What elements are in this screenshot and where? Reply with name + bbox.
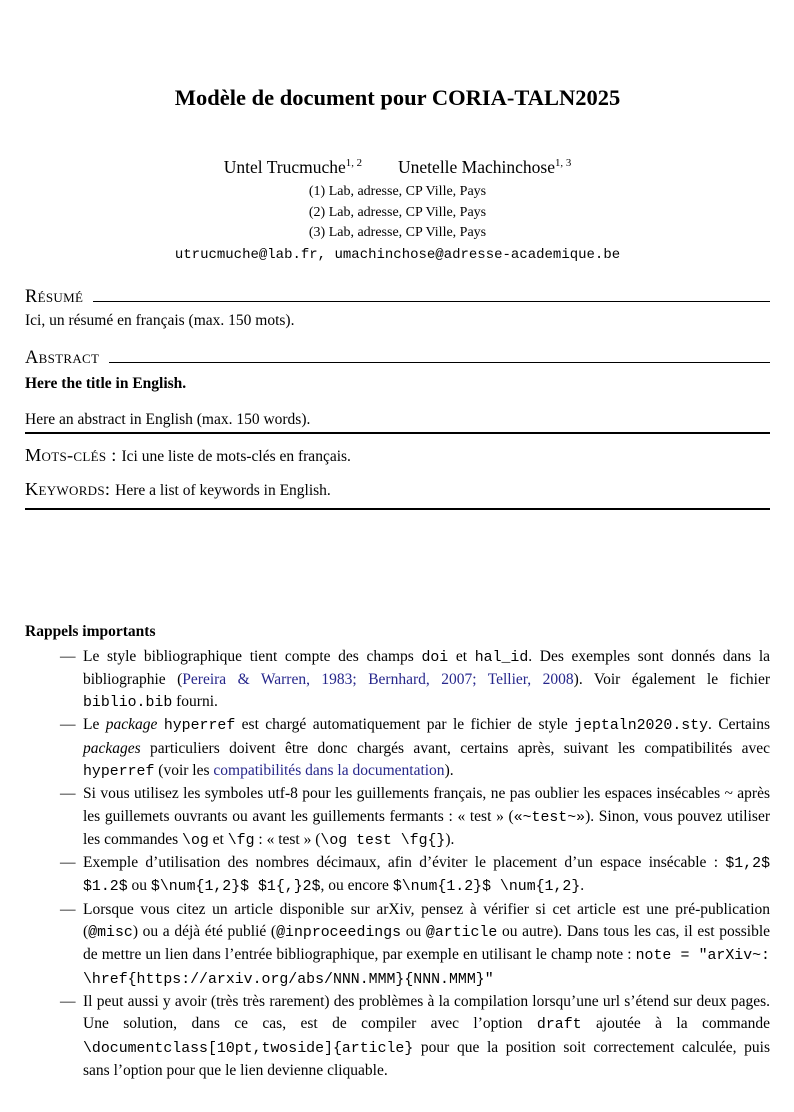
text-plain: Le xyxy=(83,716,106,734)
author-2 xyxy=(398,156,571,178)
item-dash: — xyxy=(60,785,76,803)
item-dash: — xyxy=(60,647,76,665)
item-text xyxy=(83,714,770,783)
text-plain: Ici une liste de mots-clés en français. xyxy=(121,447,351,465)
text-m: @article xyxy=(425,925,498,942)
text-i: packages xyxy=(83,739,141,757)
text-m: hyperref xyxy=(163,718,236,735)
list-item xyxy=(60,991,770,1082)
text-plain: ). Voir également le fichier xyxy=(573,670,770,688)
citations-link[interactable]: Pereira & Warren, 1983; Bernhard, 2007; Tellier, 2008 xyxy=(182,670,574,688)
text-m: note = "arXiv~: \href{https://arxiv.org/abs/NNN.MMM}{NNN.MMM}" xyxy=(83,948,770,988)
english-title: Here the title in English. xyxy=(25,374,187,392)
author-1-affiliation-sup: 1, 2 xyxy=(345,157,363,170)
affiliation-line-1: (1) Lab, adresse, CP Ville, Pays xyxy=(308,184,487,199)
text-m: $\num{1,2}$ $1{,}2$ xyxy=(150,879,321,896)
text-plain: particuliers doivent être donc chargés avant, certains après, suivant les compatibilités avec xyxy=(140,739,770,757)
documentation-link[interactable]: compatibilités dans la documentation xyxy=(213,761,445,779)
rappels-list xyxy=(60,646,770,1083)
text-plain: ou xyxy=(127,877,151,895)
item-text xyxy=(83,991,770,1082)
text-m: draft xyxy=(536,1017,582,1034)
text-sc: Keywords: xyxy=(25,478,116,499)
authors-row xyxy=(25,156,770,178)
text-m: doi xyxy=(421,649,449,666)
rappels-heading: Rappels importants xyxy=(25,622,156,640)
text-m: jeptaln2020.sty xyxy=(574,718,709,735)
keywords-bottom-rule xyxy=(25,508,770,510)
item-dash: — xyxy=(60,854,76,872)
resume-label: Résumé xyxy=(25,286,84,307)
text-plain: ou autre). Dans tous les cas, il est possible de mettre un lien dans l’entrée bibliographique, par exemple en utilisant le champ note : xyxy=(83,923,771,964)
text-plain: ). xyxy=(444,761,454,779)
text-plain: ou xyxy=(401,923,426,941)
text-i: package xyxy=(105,716,158,734)
item-text xyxy=(83,899,770,991)
author-1-name: Untel Trucmuche xyxy=(223,157,346,177)
list-item xyxy=(60,714,770,783)
text-m: \og xyxy=(182,832,209,849)
text-plain: et xyxy=(208,830,228,848)
affiliation-line-2: (2) Lab, adresse, CP Ville, Pays xyxy=(308,204,487,220)
list-item xyxy=(60,899,770,991)
text-m: \fg xyxy=(227,832,255,849)
text-m: $\num{1.2}$ \num{1,2} xyxy=(392,879,581,896)
text-plain: . xyxy=(580,877,585,895)
item-dash: — xyxy=(60,900,76,918)
author-2-affiliation-sup: 1, 3 xyxy=(554,157,572,170)
abstract-rule xyxy=(109,362,770,363)
text-plain: ajoutée à la commande xyxy=(581,1015,770,1033)
resume-rule xyxy=(93,301,770,302)
text-plain: ). xyxy=(445,830,455,848)
text-plain: . Certains xyxy=(708,716,770,734)
text-m: \documentclass[10pt,twoside]{article} xyxy=(83,1040,414,1057)
resume-section-head xyxy=(25,287,770,308)
text-plain: (voir les xyxy=(154,761,214,779)
text-m: hyperref xyxy=(83,763,155,780)
list-item xyxy=(60,646,770,715)
text-plain: Lorsque vous citez un article disponible sur arXiv, pensez à vérifier si cet article est une pré-publication ( xyxy=(83,900,770,941)
text-sc: Mots-clés : xyxy=(25,444,122,465)
resume-text: Ici, un résumé en français (max. 150 mots). xyxy=(25,311,295,329)
text-plain: Here a list of keywords in English. xyxy=(115,481,331,499)
abstract-text: Here an abstract in English (max. 150 words). xyxy=(25,409,770,434)
text-plain: ) ou a déjà été publié ( xyxy=(132,923,277,941)
text-plain: pour que la position soit correctement calculée, puis sans l’option pour que le lien devienne cliquable. xyxy=(83,1038,770,1079)
text-plain: ). Sinon, vous pouvez utiliser les commandes xyxy=(83,807,770,848)
text-plain: , ou encore xyxy=(320,877,393,895)
list-item xyxy=(60,783,770,852)
abstract-label: Abstract xyxy=(25,347,100,368)
text-plain: fourni. xyxy=(172,693,218,711)
text-m: $1,2$ $1.2$ xyxy=(83,856,770,896)
text-m: @misc xyxy=(88,925,133,942)
text-plain: et xyxy=(448,647,475,665)
paper-title: Modèle de document pour CORIA-TALN2025 xyxy=(174,85,621,110)
text-plain: Si vous utilisez les symboles utf-8 pour les guillements français, ne pas oublier les espaces insécables ~ après les guillemets ouvrants ou avant les guillements fermants : « test » ( xyxy=(83,785,770,825)
text-plain: Le style bibliographique tient compte des champs xyxy=(83,647,422,665)
text-m: «~test~» xyxy=(513,809,586,826)
item-text xyxy=(83,783,770,852)
keywords-line xyxy=(25,478,770,502)
item-text xyxy=(83,646,770,715)
text-m: hal_id xyxy=(474,649,529,666)
item-dash: — xyxy=(60,716,76,734)
motscles-line xyxy=(25,444,770,468)
text-plain: Il peut aussi y avoir (très très rarement) des problèmes à la compilation lorsqu’une url s’étend sur deux pages. Une solution, dans ce cas, est de compiler avec l’option xyxy=(83,992,770,1033)
author-emails: utrucmuche@lab.fr, umachinchose@adresse-academique.be xyxy=(174,246,621,263)
abstract-section-head xyxy=(25,348,770,369)
list-item xyxy=(60,852,770,899)
text-plain: . Des exemples sont donnés dans la bibliographie ( xyxy=(83,647,770,688)
text-m: @inproceedings xyxy=(276,925,402,942)
text-plain: : « test » ( xyxy=(254,830,321,848)
text-m: biblio.bib xyxy=(83,695,173,712)
text-plain: Exemple d’utilisation des nombres décimaux, afin d’éviter le placement d’un espace insécable : xyxy=(83,854,726,872)
item-text xyxy=(83,852,770,899)
text-m: \og test \fg{} xyxy=(320,832,446,849)
item-dash: — xyxy=(60,992,76,1010)
text-plain: est chargé automatiquement par le fichier de style xyxy=(235,716,575,734)
affiliation-line-3: (3) Lab, adresse, CP Ville, Pays xyxy=(308,225,487,240)
author-1 xyxy=(224,156,362,178)
author-2-name: Unetelle Machinchose xyxy=(398,157,555,177)
